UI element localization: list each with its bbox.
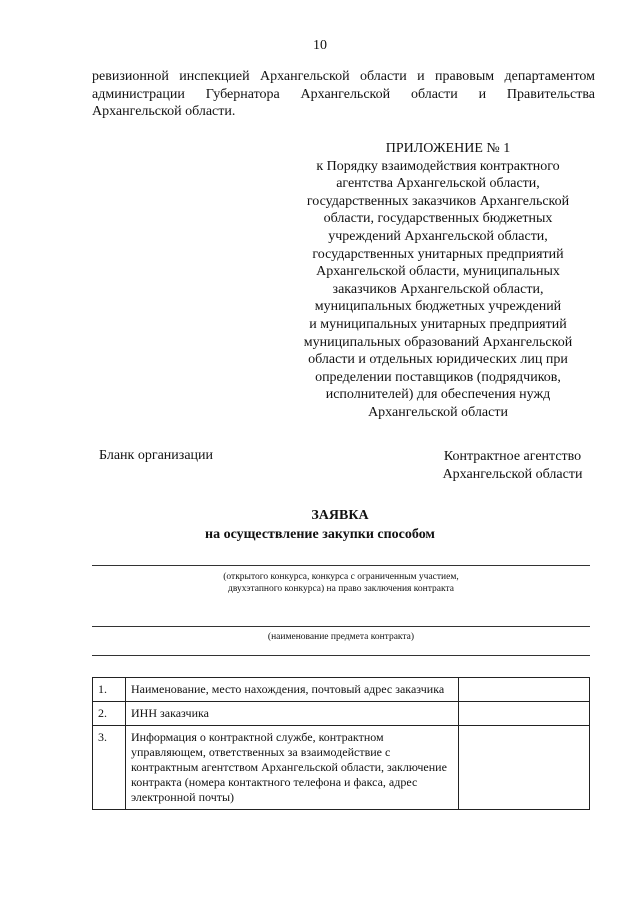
form-subtitle: на осуществление закупки способом (205, 527, 435, 542)
appendix-line: определении поставщиков (подрядчиков, (315, 369, 561, 385)
method-note-line: двухэтапного конкурса) на право заключения контракта (228, 584, 454, 594)
appendix-line: исполнителей) для обеспечения нужд (325, 387, 551, 403)
row-number: 1. (93, 678, 126, 702)
intro-line: Архангельской области. (92, 104, 236, 119)
page-number: 10 (313, 38, 327, 53)
appendix-line: и муниципальных унитарных предприятий (309, 316, 567, 332)
row-value-cell[interactable] (459, 702, 590, 726)
appendix-title: ПРИЛОЖЕНИЕ № 1 (385, 141, 511, 156)
form-title: ЗАЯВКА (311, 508, 369, 523)
appendix-block (282, 140, 594, 422)
appendix-line: агентства Архангельской области, (336, 176, 540, 192)
row-value-cell[interactable] (459, 678, 590, 702)
appendix-line: области, государственных бюджетных (323, 211, 553, 227)
method-note (92, 571, 590, 595)
recipient-block (420, 448, 605, 484)
method-note-line: (открытого конкурса, конкурса с ограниченным участием, (223, 572, 459, 582)
appendix-line: муниципальных образований Архангельской (303, 334, 573, 350)
table-row (93, 726, 590, 810)
appendix-line: области и отдельных юридических лиц при (308, 352, 568, 368)
appendix-line: учреждений Архангельской области, (328, 228, 548, 244)
intro-line: администрации Губернатора Архангельской области и Правительства (92, 86, 595, 102)
appendix-line: муниципальных бюджетных учреждений (314, 299, 562, 315)
appendix-line: государственных заказчиков Архангельской (306, 193, 570, 209)
appendix-line: к Порядку взаимодействия контрактного (316, 158, 560, 174)
fill-in-line-subject[interactable] (92, 626, 590, 627)
fill-in-line-extra[interactable] (92, 655, 590, 656)
intro-line: ревизионной инспекцией Архангельской области и правовым департаментом (92, 69, 595, 84)
row-label: Информация о контрактной службе, контрактном управляющем, ответственных за взаимодействие с контрактным агентством Архангельской области, заключение контракта (номера контактного телефона и факса, адрес электронной почты) (126, 726, 459, 810)
row-number: 3. (93, 726, 126, 810)
row-label: Наименование, место нахождения, почтовый адрес заказчика (126, 678, 459, 702)
application-table (92, 677, 590, 810)
intro-paragraph (92, 68, 595, 121)
appendix-line: Архангельской области (368, 404, 508, 420)
recipient-line: Архангельской области (442, 467, 583, 482)
table-row (93, 702, 590, 726)
subject-note: (наименование предмета контракта) (267, 632, 415, 642)
row-number: 2. (93, 702, 126, 726)
row-value-cell[interactable] (459, 726, 590, 810)
table-row (93, 678, 590, 702)
form-heading (0, 506, 640, 544)
appendix-line: государственных унитарных предприятий (312, 246, 564, 262)
organization-letterhead-label: Бланк организации (99, 448, 214, 463)
appendix-line: заказчиков Архангельской области, (332, 281, 544, 297)
recipient-line: Контрактное агентство (443, 449, 582, 464)
fill-in-line-method[interactable] (92, 565, 590, 566)
row-label: ИНН заказчика (126, 702, 459, 726)
appendix-line: Архангельской области, муниципальных (316, 264, 560, 280)
